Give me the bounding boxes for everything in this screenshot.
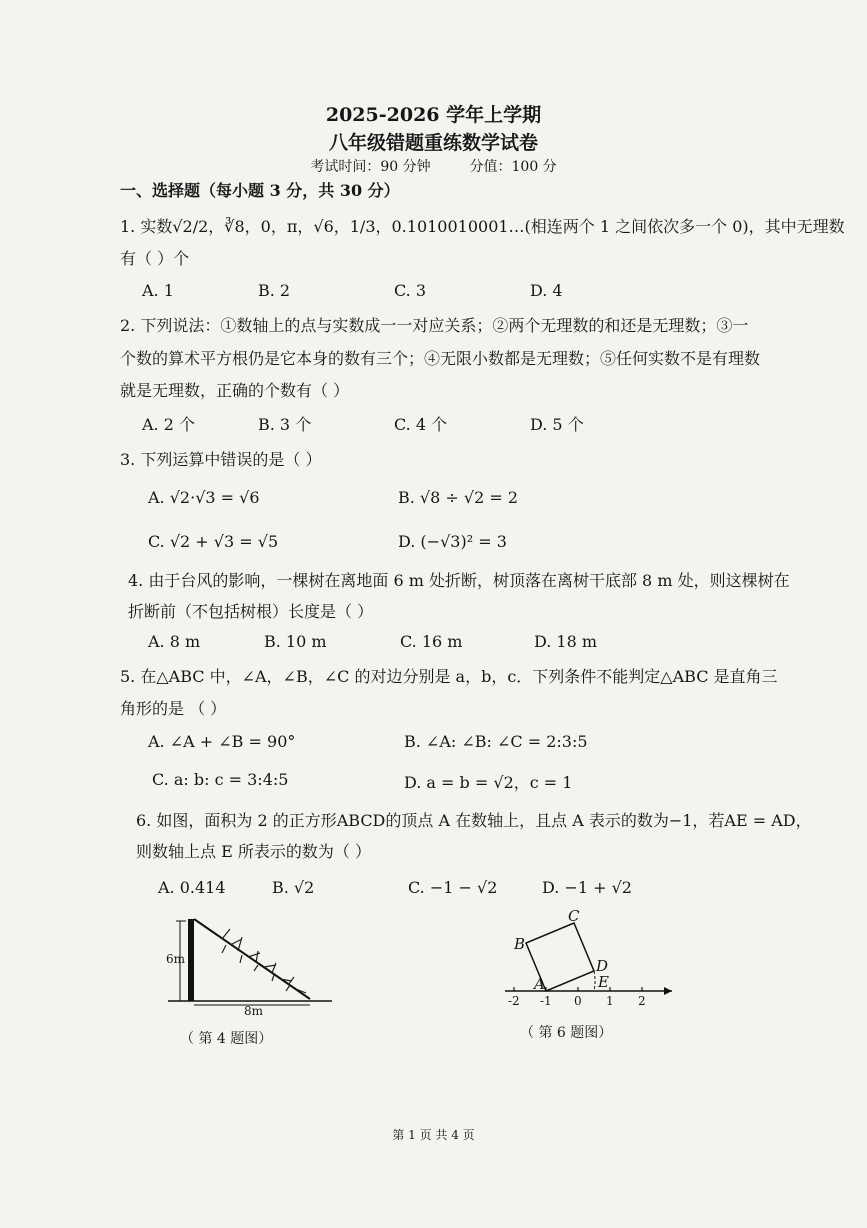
q2-option-c: C. 4 个 [394,415,448,434]
point-label-d: D [596,957,609,975]
q5-option-d: D. a = b = √2，c = 1 [404,773,573,792]
q5-option-c: C. a: b: c = 3:4:5 [152,770,289,789]
q1-line2: 有（ ）个 [120,249,190,268]
q5-line1: 5. 在△ABC 中，∠A，∠B，∠C 的对边分别是 a，b，c．下列条件不能判定△ABC 是直角三 [120,667,778,686]
point-label-c: C [568,907,580,925]
figure-4-tree-diagram [160,905,360,1020]
q6-option-d: D. −1 + √2 [542,878,632,897]
q1-option-c: C. 3 [394,281,427,300]
tree-branches [222,929,306,993]
q4-option-c: C. 16 m [400,632,463,651]
exam-title: 八年级错题重练数学试卷 [328,132,538,154]
q3-option-c: C. √2 + √3 = √5 [148,532,279,551]
point-label-b: B [514,935,526,953]
figure-6-number-line-diagram [500,905,680,1010]
fallen-tree-top [194,919,310,999]
q1-option-b: B. 2 [258,281,291,300]
q4-option-a: A. 8 m [148,632,201,651]
page-number: 第 1 页 共 4 页 [392,1128,475,1142]
q6-option-c: C. −1 − √2 [408,878,498,897]
q5-option-a: A. ∠A + ∠B = 90° [148,732,296,751]
q6-line1: 6. 如图，面积为 2 的正方形ABCD的顶点 A 在数轴上，且点 A 表示的数为−1，若AE = AD， [136,811,812,830]
section-title: 一、选择题（每小题 3 分，共 30 分） [120,181,400,200]
q2-line2: 个数的算术平方根仍是它本身的数有三个；④无限小数都是无理数；⑤任何实数不是有理数 [120,349,761,368]
q6-line2: 则数轴上点 E 所表示的数为（ ） [136,842,371,861]
figure-6-caption: （ 第 6 题图） [520,1025,613,1041]
q1-line1: 1. 实数√2/2，∛8，0，π，√6，1/3，0.1010010001…(相连两个 1 之间依次多一个 0)，其中无理数 [120,217,845,236]
q1-option-a: A. 1 [142,281,174,300]
q3-line1: 3. 下列运算中错误的是（ ） [120,450,322,469]
q6-option-b: B. √2 [272,878,315,897]
q4-option-b: B. 10 m [264,632,327,651]
label-base: 8m [244,1004,264,1018]
q3-option-d: D. (−√3)² = 3 [398,532,507,551]
label-height: 6m [166,952,186,966]
figure-4-caption: （ 第 4 题图） [180,1031,273,1047]
exam-year-title: 2025-2026 学年上学期 [325,104,542,126]
tree-trunk [188,919,194,1001]
q4-line1: 4. 由于台风的影响，一棵树在离地面 6 m 处折断，树顶落在离树干底部 8 m 处，则这棵树在 [128,571,790,590]
arc-ad-to-ae [594,971,595,991]
number-line-arrow [664,987,672,995]
q1-option-d: D. 4 [530,281,563,300]
point-label-e: E [598,973,609,991]
exam-time: 考试时间：90 分钟 [310,159,431,175]
q4-line2: 折断前（不包括树根）长度是（ ） [128,602,374,621]
q2-option-d: D. 5 个 [530,415,584,434]
q3-option-a: A. √2·√3 = √6 [148,488,260,507]
q5-option-b: B. ∠A: ∠B: ∠C = 2:3:5 [404,732,588,751]
q5-line2: 角形的是 （ ） [120,699,227,718]
point-label-a: A [534,975,545,993]
q2-option-a: A. 2 个 [142,415,195,434]
q6-option-a: A. 0.414 [158,878,226,897]
tick-label-neg2: -2 [508,994,520,1008]
tick-label-neg1: -1 [540,994,552,1008]
q2-option-b: B. 3 个 [258,415,312,434]
tick-label-2: 2 [638,994,646,1008]
q2-line1: 2. 下列说法：①数轴上的点与实数成一一对应关系；②两个无理数的和还是无理数；③一 [120,316,749,335]
exam-score: 分值：100 分 [469,159,557,175]
q3-option-b: B. √8 ÷ √2 = 2 [398,488,519,507]
tick-label-1: 1 [606,994,614,1008]
q4-option-d: D. 18 m [534,632,598,651]
q2-line3: 就是无理数，正确的个数有（ ） [120,381,350,400]
exam-meta [0,156,867,176]
tick-label-0: 0 [574,994,582,1008]
